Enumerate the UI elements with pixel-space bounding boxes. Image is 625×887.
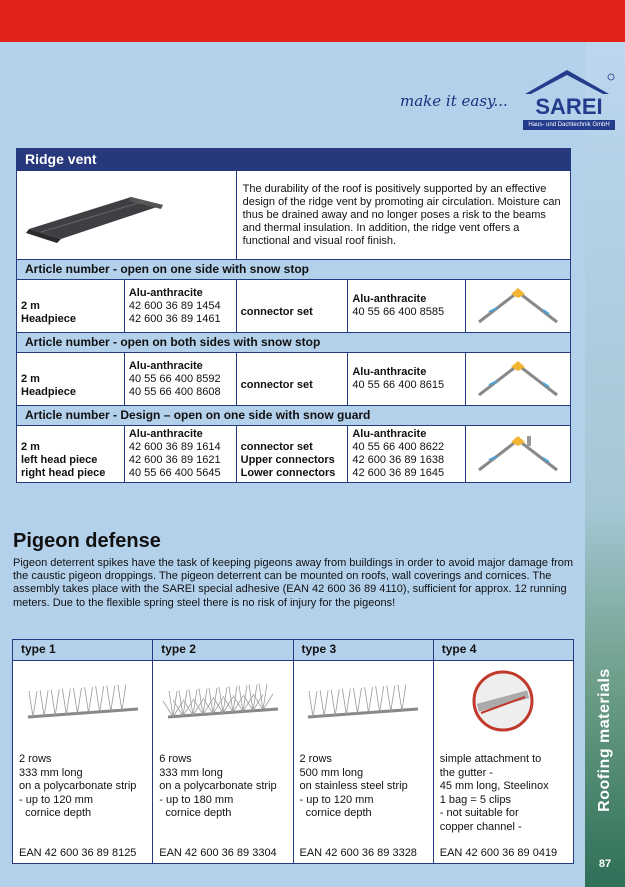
article-length-cell <box>17 426 125 483</box>
connector-number-cell <box>348 426 466 483</box>
page-number: 87 <box>598 858 612 870</box>
article-number-cell <box>124 280 236 333</box>
type-spec-line: 6 rows <box>159 753 192 765</box>
connector-label: connector set <box>240 379 313 391</box>
article-number: 42 600 36 89 1621 <box>128 454 221 466</box>
color-label: Alu-anthracite <box>352 366 427 378</box>
type-spec-line: on a polycarbonate strip <box>19 780 137 792</box>
color-label: Alu-anthracite <box>128 428 203 440</box>
side-section-label: Roofing materials <box>596 668 614 812</box>
section-header-row <box>17 333 571 353</box>
connector-number-cell <box>348 280 466 333</box>
ean-number: EAN 42 600 36 89 3304 <box>159 846 277 859</box>
ridge-profile-icon <box>473 430 563 474</box>
article-number: 42 600 36 89 1614 <box>128 441 221 453</box>
connector-cell <box>236 426 348 483</box>
type-spec-line: cornice depth <box>19 807 92 819</box>
type-spec-line: - up to 120 mm <box>19 793 93 806</box>
profile-diagram <box>466 280 571 333</box>
article-row <box>17 426 571 483</box>
ean-number: EAN 42 600 36 89 3328 <box>299 846 417 859</box>
article-number: 40 55 66 400 5645 <box>128 467 221 479</box>
color-label: Alu-anthracite <box>128 286 203 299</box>
spike-product-image <box>300 671 427 731</box>
gutter-clip-icon <box>471 669 535 733</box>
type-spec-line: - not suitable for <box>439 807 519 819</box>
article-number-cell <box>124 353 236 406</box>
spike-product-image <box>159 671 286 731</box>
profile-diagram <box>466 353 571 406</box>
article-number: 40 55 66 400 8608 <box>128 385 221 398</box>
section-heading: Article number - open on one side with snow stop <box>17 260 571 280</box>
type-heading: type 4 <box>433 640 573 661</box>
article-left-line: right head piece <box>21 467 106 479</box>
type-cell <box>153 661 293 864</box>
article-row <box>17 353 571 406</box>
color-label: Alu-anthracite <box>352 428 427 440</box>
article-left-line: 2 m <box>21 299 40 312</box>
type-spec-line: simple attachment to <box>439 753 542 765</box>
article-left-line: left head piece <box>21 454 98 466</box>
connector-cell <box>236 353 348 406</box>
connector-cell <box>236 280 348 333</box>
section-heading: Article number - Design – open on one side with snow guard <box>17 406 571 426</box>
top-red-bar <box>0 0 625 42</box>
article-number: 40 55 66 400 8592 <box>128 372 221 385</box>
type-spec-line: 333 mm long <box>159 766 223 779</box>
type-heading: type 2 <box>153 640 293 661</box>
article-row <box>17 280 571 333</box>
pigeon-defense-title: Pigeon defense <box>13 530 161 552</box>
article-left-line: Headpiece <box>21 385 77 398</box>
type-spec-line: - up to 120 mm <box>299 793 374 806</box>
type-spec-line: - up to 180 mm <box>159 793 234 806</box>
type-spec-line: on a polycarbonate strip <box>159 780 277 792</box>
ridge-profile-icon <box>473 282 563 326</box>
article-left-line: 2 m <box>21 372 40 385</box>
type-cell <box>433 661 573 864</box>
type-spec-line: copper channel - <box>439 820 522 833</box>
section-header-row <box>17 260 571 280</box>
type-spec-line: cornice depth <box>299 807 372 819</box>
article-number: 42 600 36 89 1461 <box>128 312 221 325</box>
ridge-profile-icon <box>473 355 563 399</box>
connector-label: Lower connectors <box>240 467 336 479</box>
brand-slogan: make it easy... <box>400 92 508 110</box>
spike-product-image <box>19 671 146 731</box>
pigeon-defense-text: Pigeon deterrent spikes have the task of keeping pigeons away from buildings in order to avoid major damage from the caustic pigeon droppings. The pigeon deterrent can be mounted on roofs, wall coverings and cornices. The assembly takes place with the SAREI special adhesive (EAN 42 600 36 89 4110), sufficient for approx. 12 running meters. Due to the flexible spring steel there is no risk of injury for the pigeons! <box>13 557 574 609</box>
type-spec-line: 333 mm long <box>19 766 83 779</box>
ridge-vent-table <box>16 148 571 483</box>
color-label: Alu-anthracite <box>128 359 203 372</box>
type-heading: type 1 <box>13 640 153 661</box>
type-spec-line: 2 rows <box>19 753 52 765</box>
type-cell <box>13 661 153 864</box>
type-spec-line: 1 bag = 5 clips <box>439 793 511 806</box>
spike-product-image <box>440 671 567 731</box>
ridge-vent-description: The durability of the roof is positively supported by an effective design of the ridge vent by promoting air circulation. Moisture can thus be drained away and no longer poses a risk to the beams and thermal insulation. In addition, the ridge vent offers a functional and visual roof finish. <box>236 171 570 260</box>
color-label: Alu-anthracite <box>352 293 427 305</box>
section-header-row <box>17 406 571 426</box>
pigeon-types-table <box>12 639 574 864</box>
profile-diagram <box>466 426 571 483</box>
connector-number: 42 600 36 89 1638 <box>352 454 445 466</box>
connector-label: connector set <box>240 306 313 318</box>
type-spec-line: the gutter - <box>439 766 493 779</box>
type-spec-line: cornice depth <box>159 807 232 819</box>
article-length-cell <box>17 280 125 333</box>
spike-strip-icon <box>23 671 143 731</box>
type-heading: type 3 <box>293 640 433 661</box>
ean-number: EAN 42 600 36 89 0419 <box>439 846 558 859</box>
ridge-vent-photo <box>17 171 237 260</box>
connector-number: 40 55 66 400 8615 <box>352 379 445 391</box>
connector-number-cell <box>348 353 466 406</box>
type-cell <box>293 661 433 864</box>
connector-number: 42 600 36 89 1645 <box>352 467 445 479</box>
type-spec-line: 45 mm long, Steelinox <box>439 780 549 792</box>
type-spec-line: 2 rows <box>299 753 332 765</box>
logo-subtitle: Haus- und Dachtechnik GmbH <box>523 120 615 130</box>
spike-strip-icon <box>163 671 283 731</box>
article-left-line: Headpiece <box>21 312 77 325</box>
article-number-cell <box>124 426 236 483</box>
ridge-vent-title: Ridge vent <box>17 149 571 171</box>
spike-strip-icon <box>303 671 423 731</box>
section-heading: Article number - open on both sides with snow stop <box>17 333 571 353</box>
logo-wordmark: SAREI <box>535 94 603 119</box>
type-spec-line: 500 mm long <box>299 766 364 779</box>
connector-number: 40 55 66 400 8585 <box>352 306 445 318</box>
type-spec-line: on stainless steel strip <box>299 780 408 792</box>
article-number: 42 600 36 89 1454 <box>128 299 221 312</box>
article-length-cell <box>17 353 125 406</box>
article-left-line: 2 m <box>21 441 40 453</box>
connector-label: Upper connectors <box>240 454 335 466</box>
connector-number: 40 55 66 400 8622 <box>352 441 445 453</box>
connector-label: connector set <box>240 441 313 453</box>
ean-number: EAN 42 600 36 89 8125 <box>19 846 137 859</box>
